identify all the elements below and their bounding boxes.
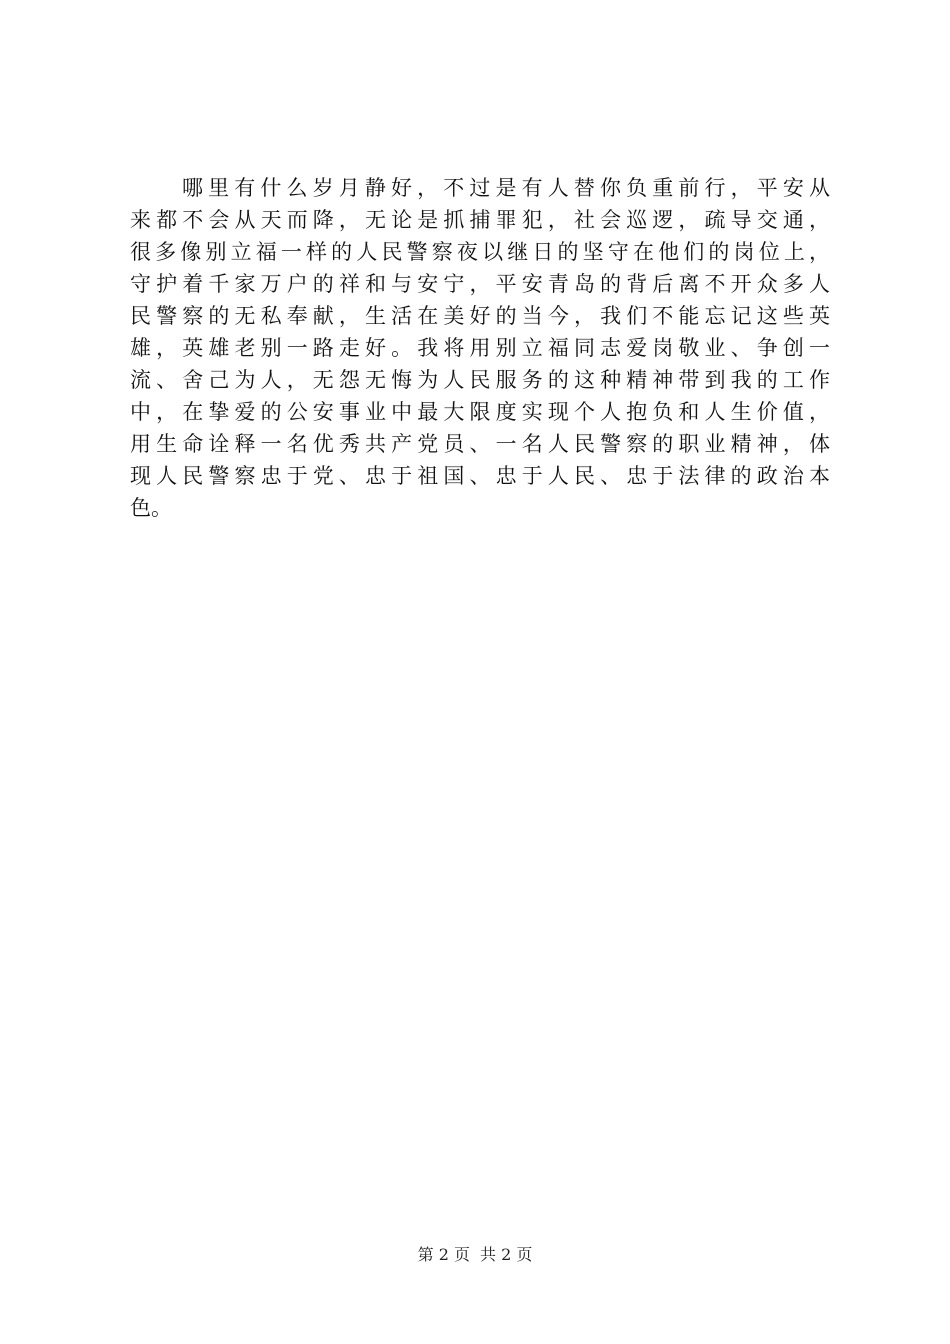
paragraph-line: 雄，英雄老别一路走好。我将用别立福同志爱岗敬业、争创一 [130,336,830,360]
page-number: 第 2 页 [417,1245,470,1264]
paragraph-line: 现人民警察忠于党、忠于祖国、忠于人民、忠于法律的政治本 [130,464,830,488]
paragraph-line: 中，在挚爱的公安事业中最大限度实现个人抱负和人生价值， [130,400,830,424]
body-paragraph [130,172,830,524]
page-footer [0,1244,950,1266]
paragraph-line: 用生命诠释一名优秀共产党员、一名人民警察的职业精神，体 [130,432,830,456]
paragraph-line: 来都不会从天而降，无论是抓捕罪犯，社会巡逻，疏导交通， [130,208,830,232]
paragraph-line: 守护着千家万户的祥和与安宁，平安青岛的背后离不开众多人 [130,272,830,296]
paragraph-line: 民警察的无私奉献，生活在美好的当今，我们不能忘记这些英 [130,304,830,328]
paragraph-line: 流、舍己为人，无怨无悔为人民服务的这种精神带到我的工作 [130,368,830,392]
paragraph-line: 哪里有什么岁月静好，不过是有人替你负重前行，平安从 [182,176,830,200]
paragraph-line: 色。 [130,496,172,520]
paragraph-line: 很多像别立福一样的人民警察夜以继日的坚守在他们的岗位上， [130,240,830,264]
page-total: 共 2 页 [480,1245,533,1264]
